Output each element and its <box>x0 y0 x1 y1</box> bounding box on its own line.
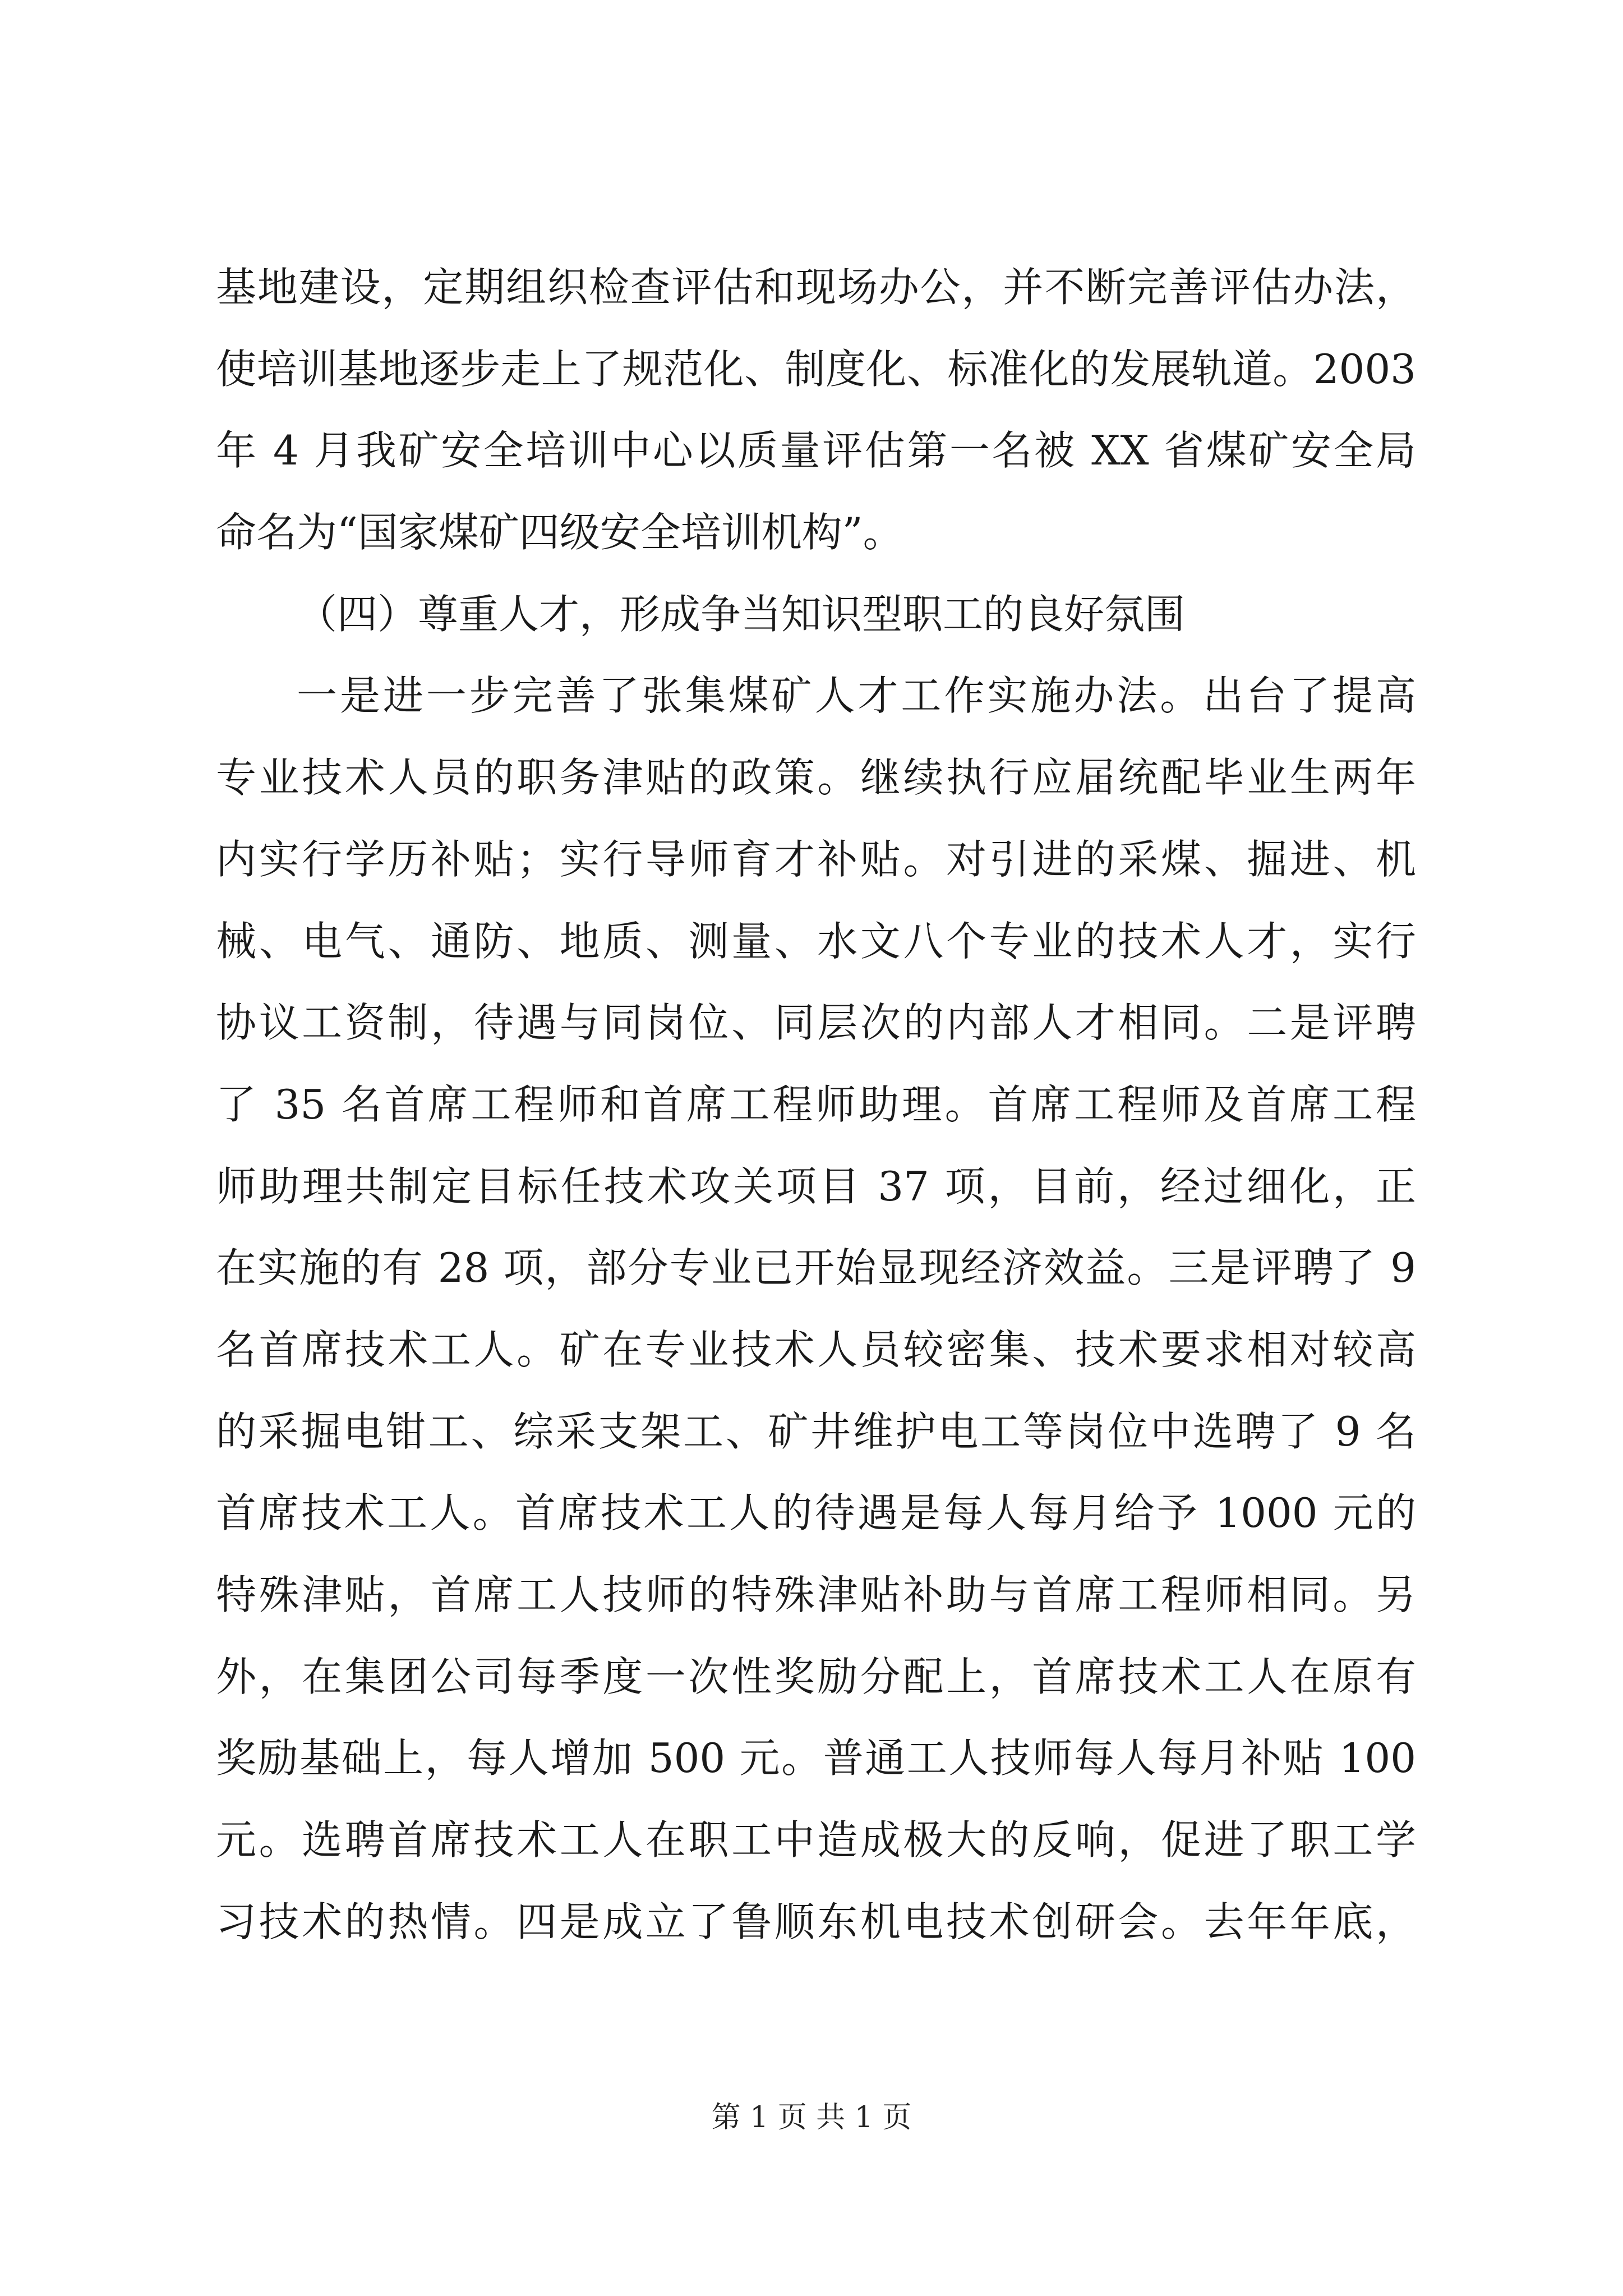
section-heading: （四）尊重人才，形成争当知识型职工的良好氛围 <box>297 590 1186 638</box>
text-line: 奖励基础上，每人增加 500 元。普通工人技师每人每月补贴 100 <box>216 1734 1416 1782</box>
page-number-footer: 第 1 页 共 1 页 <box>711 2101 912 2134</box>
text-line: 专业技术人员的职务津贴的政策。继续执行应届统配毕业生两年 <box>216 754 1416 802</box>
text-line: 使培训基地逐步走上了规范化、制度化、标准化的发展轨道。2003 <box>216 345 1416 393</box>
text-line: 械、电气、通防、地质、测量、水文八个专业的技术人才，实行 <box>216 917 1416 965</box>
text-line: 基地建设，定期组织检查评估和现场办公，并不断完善评估办法， <box>216 264 1416 311</box>
document-body <box>216 247 1416 1963</box>
text-line: 习技术的热情。四是成立了鲁顺东机电技术创研会。去年年底， <box>216 1898 1416 1945</box>
text-line: 了 35 名首席工程师和首席工程师助理。首席工程师及首席工程 <box>216 1080 1416 1128</box>
text-line: 元。选聘首席技术工人在职工中造成极大的反响，促进了职工学 <box>216 1816 1416 1864</box>
text-line: 名首席技术工人。矿在专业技术人员较密集、技术要求相对较高 <box>216 1326 1416 1373</box>
text-line: 特殊津贴，首席工人技师的特殊津贴补助与首席工程师相同。另 <box>216 1571 1416 1618</box>
text-line: 外，在集团公司每季度一次性奖励分配上，首席技术工人在原有 <box>216 1653 1416 1700</box>
text-line: 在实施的有 28 项，部分专业已开始显现经济效益。三是评聘了 9 <box>216 1244 1416 1292</box>
text-line: 一是进一步完善了张集煤矿人才工作实施办法。出台了提高 <box>297 672 1416 720</box>
text-line: 年 4 月我矿安全培训中心以质量评估第一名被 XX 省煤矿安全局 <box>216 427 1416 475</box>
text-line: 师助理共制定目标任技术攻关项目 37 项，目前，经过细化，正 <box>216 1162 1416 1210</box>
text-line: 协议工资制，待遇与同岗位、同层次的内部人才相同。二是评聘 <box>216 999 1416 1047</box>
text-line: 命名为“国家煤矿四级安全培训机构”。 <box>216 509 903 556</box>
text-line: 首席技术工人。首席技术工人的待遇是每人每月给予 1000 元的 <box>216 1489 1416 1537</box>
text-line: 的采掘电钳工、综采支架工、矿井维护电工等岗位中选聘了 9 名 <box>216 1407 1416 1455</box>
text-line: 内实行学历补贴；实行导师育才补贴。对引进的采煤、掘进、机 <box>216 835 1416 883</box>
